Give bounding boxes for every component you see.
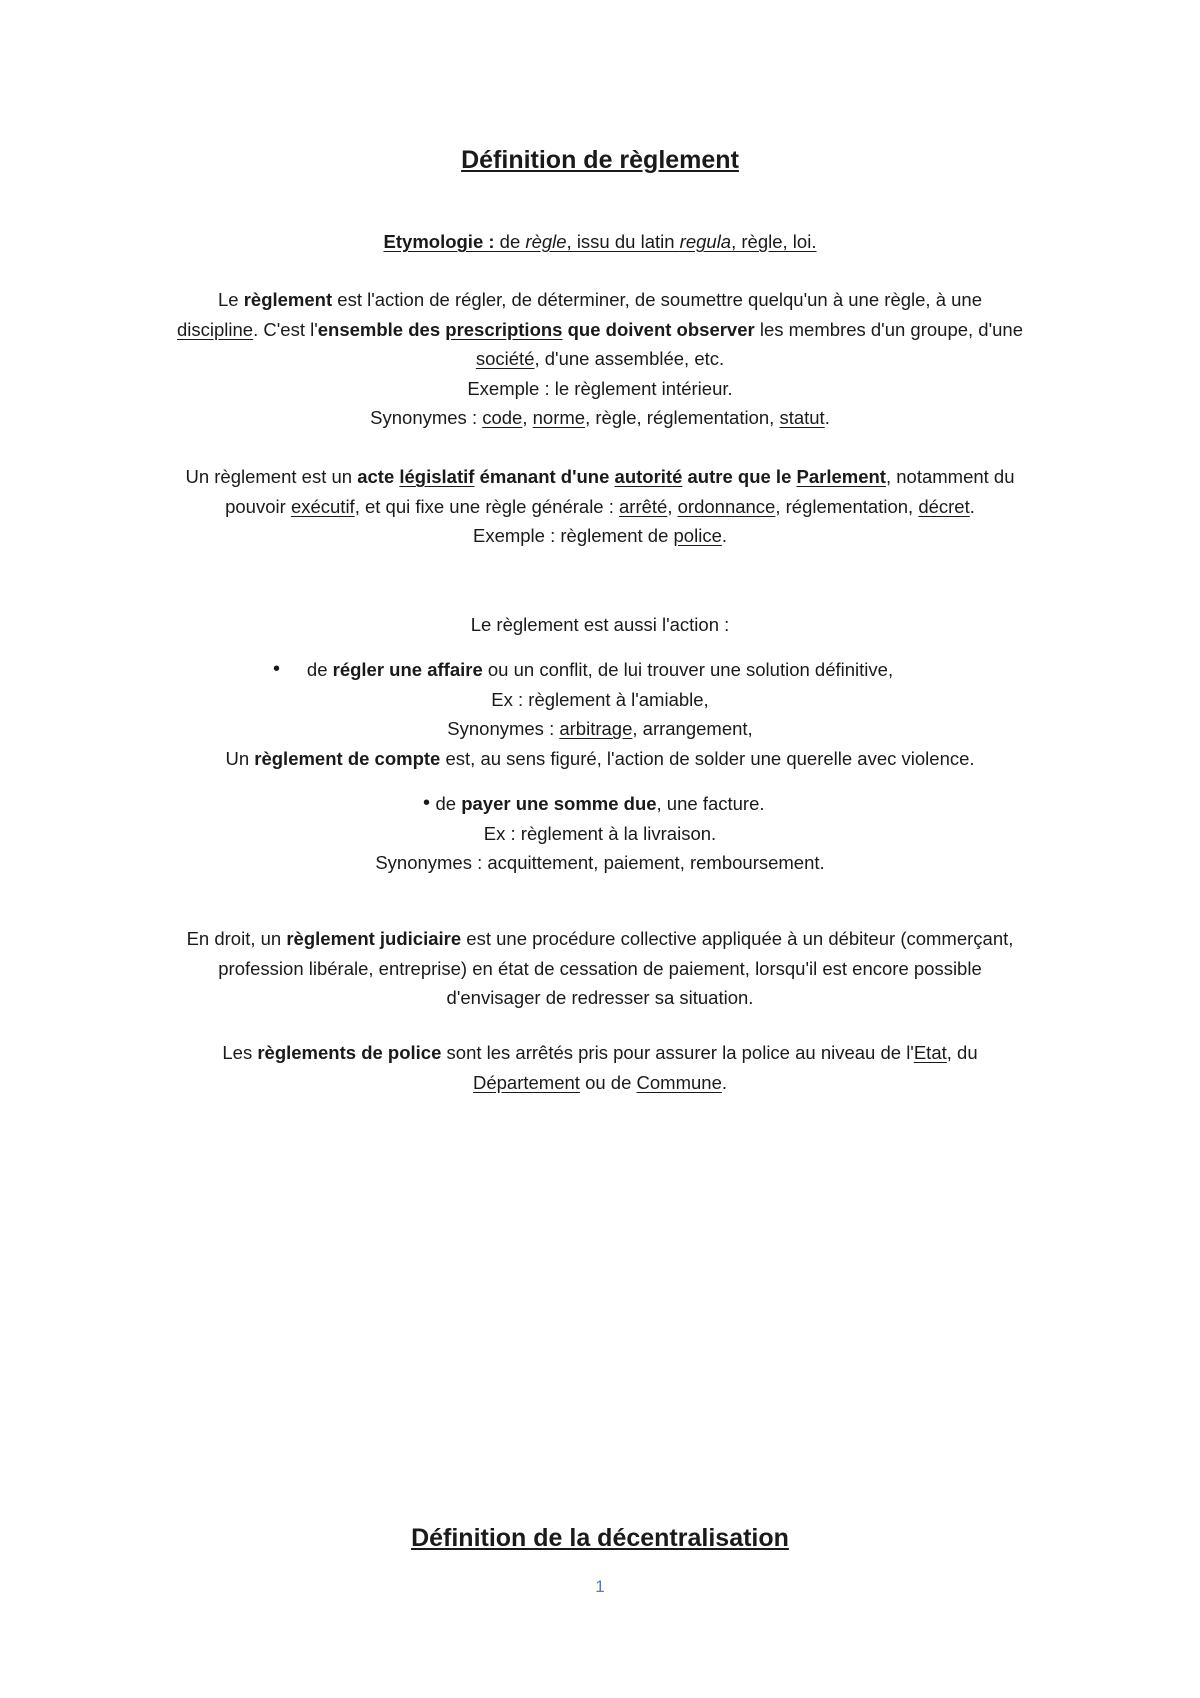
text: de — [435, 793, 462, 814]
bold-term: acte — [357, 466, 400, 487]
link-executif[interactable]: exécutif — [290, 495, 355, 517]
text: , notamment du — [885, 466, 1015, 487]
text: les membres d'un groupe, d'une — [754, 318, 1023, 340]
etymology-line — [130, 227, 1070, 257]
text: . — [824, 407, 830, 428]
bold-term: ensemble des — [317, 318, 446, 340]
text: , règle, réglementation, — [585, 407, 780, 428]
para4-line2: profession libérale, entreprise) en état de cessation de paiement, lorsqu'il est encore possible — [218, 957, 982, 979]
text: . — [969, 495, 975, 517]
text: Les — [222, 1042, 258, 1063]
link-statut[interactable]: statut — [779, 407, 825, 428]
page-number: 1 — [595, 1577, 605, 1596]
text: . — [721, 525, 727, 546]
text: , du — [946, 1042, 978, 1063]
etymology-part: de — [494, 231, 526, 252]
action-intro: Le règlement est aussi l'action : — [470, 614, 730, 635]
link-legislatif[interactable]: législatif — [399, 466, 475, 487]
para1-line3 — [130, 344, 1070, 374]
link-autorite[interactable]: autorité — [614, 466, 683, 487]
link-arrete[interactable]: arrêté — [619, 495, 668, 517]
link-commune[interactable]: Commune — [636, 1071, 722, 1093]
definition-paragraph-2 — [130, 462, 1070, 551]
page-title: Définition de règlement — [461, 146, 739, 174]
link-code[interactable]: code — [482, 407, 523, 428]
text: ou un conflit, de lui trouver une solution définitive, — [482, 659, 894, 680]
link-ordonnance[interactable]: ordonnance — [677, 495, 776, 517]
bullet-item-1 — [130, 655, 1070, 773]
para1-line2 — [130, 315, 1070, 345]
bold-term: payer une somme due — [461, 793, 657, 814]
link-departement[interactable]: Département — [472, 1071, 580, 1093]
text: . — [721, 1071, 727, 1093]
text: , et qui fixe une règle générale : — [354, 495, 620, 517]
text: . C'est l' — [253, 318, 318, 340]
bold-term: règlement judiciaire — [286, 928, 462, 949]
link-parlement[interactable]: Parlement — [796, 466, 886, 487]
para2-example — [130, 521, 1070, 551]
bullet-icon: • — [423, 792, 431, 814]
item1-line1 — [130, 655, 1070, 685]
link-decret[interactable]: décret — [918, 495, 970, 517]
link-discipline[interactable]: discipline — [177, 318, 254, 340]
text: Un — [225, 747, 255, 769]
text: , d'une assemblée, etc. — [534, 348, 725, 369]
etymology-word-regle: règle — [525, 231, 567, 252]
definition-paragraph-4 — [130, 924, 1070, 1013]
text: , réglementation, — [775, 495, 919, 517]
text: , une facture. — [656, 793, 765, 814]
item2-line1 — [130, 789, 1070, 819]
text: est une procédure collective appliquée à un débiteur (commerçant, — [461, 928, 1014, 949]
bold-term: règlements de police — [257, 1042, 442, 1063]
item1-line4 — [130, 744, 1070, 774]
link-etat[interactable]: Etat — [913, 1042, 947, 1063]
etymology-label: Etymologie : — [383, 231, 495, 252]
link-police[interactable]: police — [673, 525, 722, 546]
text: Un règlement est un — [185, 466, 358, 487]
text: Synonymes : — [447, 718, 560, 739]
bold-term: règlement de compte — [254, 747, 441, 769]
text: est l'action de régler, de déterminer, de soumettre quelqu'un à une règle, à une — [332, 289, 982, 310]
para2-line1 — [130, 462, 1070, 492]
text: Exemple : règlement de — [472, 525, 674, 546]
link-prescriptions[interactable]: prescriptions — [445, 318, 563, 340]
para5-line2 — [130, 1068, 1070, 1098]
bold-term: régler une affaire — [332, 659, 483, 680]
para4-line3: d'envisager de redresser sa situation. — [446, 987, 754, 1008]
bold-term: règlement — [243, 289, 333, 310]
text: Synonymes : — [370, 407, 483, 428]
text: sont les arrêtés pris pour assurer la police au niveau de l' — [441, 1042, 914, 1063]
item2-synonyms: Synonymes : acquittement, paiement, remboursement. — [375, 852, 825, 873]
item2-example: Ex : règlement à la livraison. — [483, 822, 717, 844]
text: est, au sens figuré, l'action de solder une querelle avec violence. — [440, 747, 975, 769]
etymology-text — [130, 227, 1070, 257]
link-arbitrage[interactable]: arbitrage — [559, 718, 633, 739]
para2-line2 — [130, 492, 1070, 522]
definition-paragraph-5 — [130, 1038, 1070, 1097]
link-norme[interactable]: norme — [532, 407, 586, 428]
text: Le — [218, 289, 244, 310]
para1-example: Exemple : le règlement intérieur. — [467, 377, 733, 399]
bold-term: autre que le — [682, 466, 797, 487]
etymology-part: , règle, loi. — [731, 231, 817, 252]
etymology-word-regula: regula — [679, 231, 732, 252]
para4-line1 — [130, 924, 1070, 954]
bold-term: émanant d'une — [474, 466, 615, 487]
para1-line1 — [130, 285, 1070, 315]
bullet-icon: • — [273, 658, 281, 680]
text: de — [306, 659, 333, 680]
text: , arrangement, — [632, 718, 753, 739]
etymology-part: , issu du latin — [566, 231, 680, 252]
text: pouvoir — [225, 495, 291, 517]
definition-paragraph-1 — [130, 285, 1070, 433]
link-societe[interactable]: société — [475, 348, 535, 369]
item1-example: Ex : règlement à l'amiable, — [491, 688, 709, 710]
text: , — [522, 407, 533, 428]
item1-synonyms — [130, 714, 1070, 744]
bold-term: que doivent observer — [562, 318, 755, 340]
para1-synonyms — [130, 403, 1070, 433]
text: En droit, un — [186, 928, 287, 949]
section-title-decentralisation: Définition de la décentralisation — [411, 1524, 789, 1552]
para5-line1 — [130, 1038, 1070, 1068]
bullet-item-2 — [130, 789, 1070, 878]
text: , — [667, 495, 678, 517]
text: ou de — [579, 1071, 637, 1093]
